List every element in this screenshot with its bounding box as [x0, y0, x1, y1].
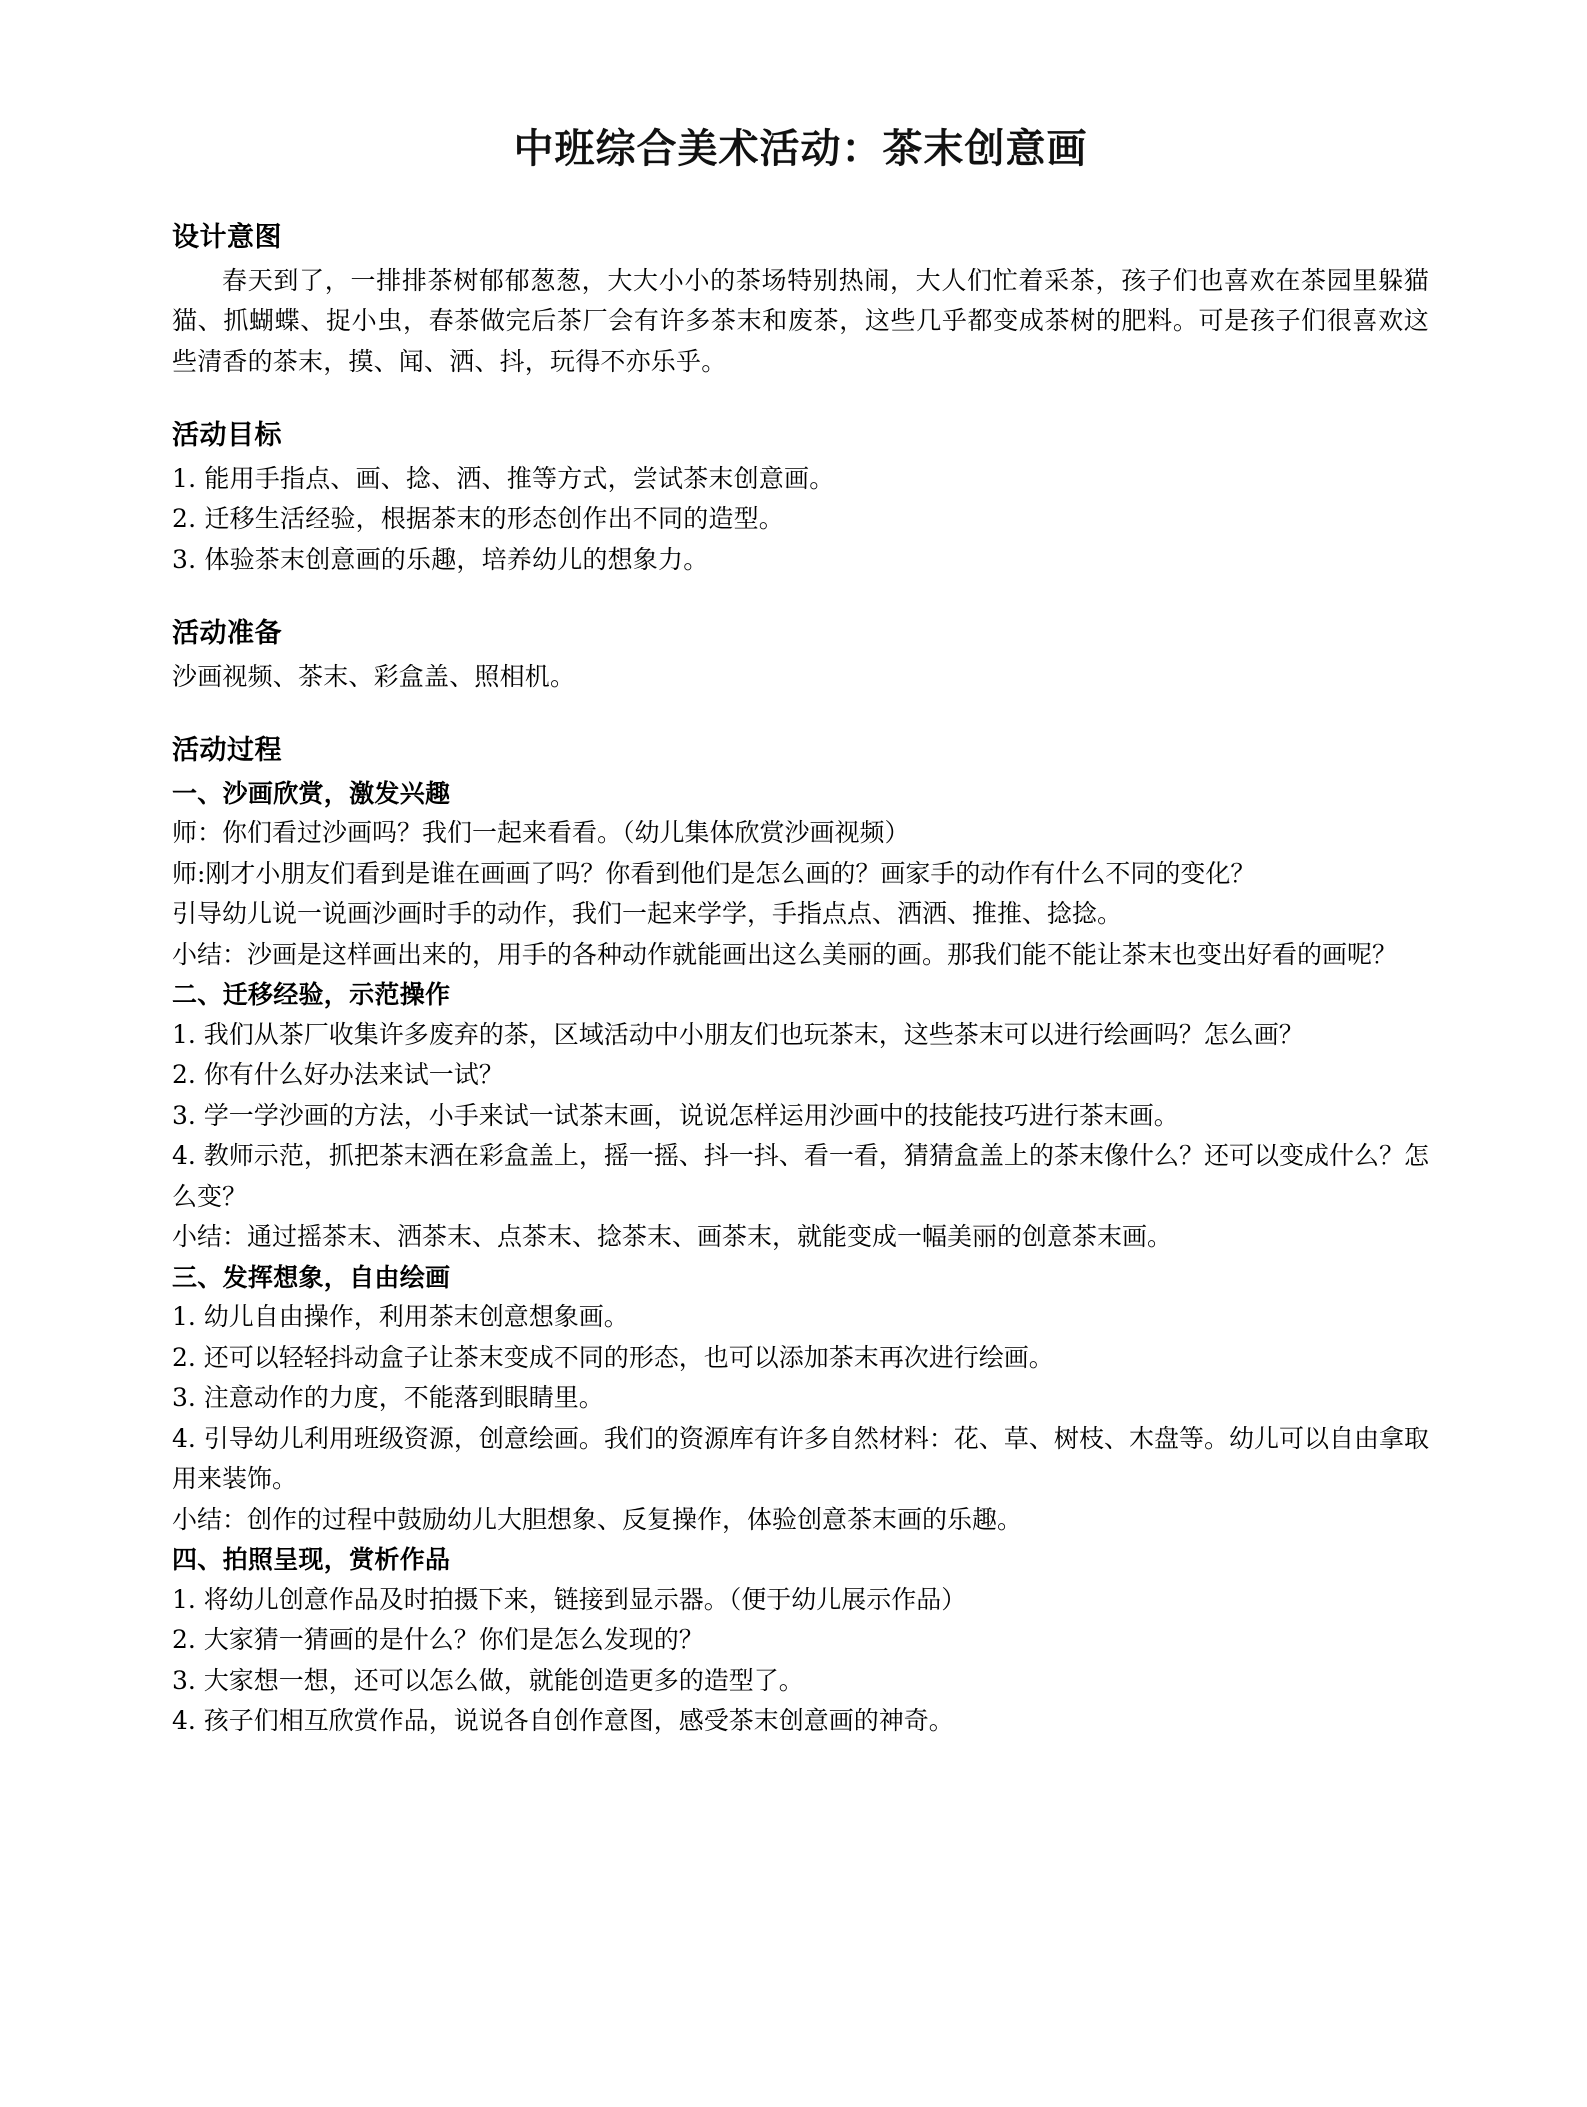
list-item: 1. 能用手指点、画、捻、洒、推等方式，尝试茶末创意画。	[172, 463, 835, 493]
process-step-one	[172, 774, 1429, 976]
process-line: 2. 你有什么好办法来试一试？	[172, 1060, 504, 1089]
process-step-title: 四、拍照呈现，赏析作品	[172, 1545, 451, 1574]
process-line: 3. 大家想一想，还可以怎么做，就能创造更多的造型了。	[172, 1665, 804, 1695]
section-heading-activity-process: 活动过程	[172, 735, 282, 766]
process-step-body	[172, 1580, 1429, 1742]
process-step-title: 一、沙画欣赏，激发兴趣	[172, 778, 451, 808]
process-line: 2. 还可以轻轻抖动盒子让茶末变成不同的形态，也可以添加茶末再次进行绘画。	[172, 1342, 1054, 1372]
process-step-three	[172, 1258, 1429, 1541]
paragraph: 春天到了，一排排茶树郁郁葱葱，大大小小的茶场特别热闹，大人们忙着采茶，孩子们也喜欢在茶园里躲猫猫、抓蝴蝶、捉小虫，春茶做完后茶厂会有许多茶末和废茶，这些几乎都变成茶树的肥料。可是孩子们很喜欢这些清香的茶末，摸、闻、洒、抖，玩得不亦乐乎。	[172, 265, 1429, 376]
process-line: 4. 教师示范，抓把茶末洒在彩盒盖上，摇一摇、抖一抖、看一看，猜猜盒盖上的茶末像什么？还可以变成什么？怎么变？	[172, 1141, 1429, 1211]
section-activity-process	[172, 731, 1429, 1742]
process-line: 师：你们看过沙画吗？我们一起来看看。（幼儿集体欣赏沙画视频）	[172, 818, 910, 847]
list-item: 3. 体验茶末创意画的乐趣，培养幼儿的想象力。	[172, 544, 709, 574]
section-heading-activity-goals: 活动目标	[172, 420, 282, 451]
process-step-four	[172, 1540, 1429, 1742]
process-step-two	[172, 975, 1429, 1258]
process-line: 小结：沙画是这样画出来的，用手的各种动作就能画出这么美丽的画。那我们能不能让茶末也变出好看的画呢？	[172, 939, 1398, 969]
process-line: 引导幼儿说一说画沙画时手的动作，我们一起来学学，手指点点、洒洒、推推、捻捻。	[172, 899, 1123, 928]
process-step-title: 二、迁移经验，示范操作	[172, 980, 451, 1009]
process-line: 1. 幼儿自由操作，利用茶末创意想象画。	[172, 1302, 629, 1331]
page-title: 中班综合美术活动：茶末创意画	[513, 126, 1088, 172]
section-design-intent	[172, 218, 1429, 382]
section-body-design-intent	[172, 261, 1429, 383]
process-line: 4. 引导幼儿利用班级资源，创意绘画。我们的资源库有许多自然材料：花、草、树枝、木盘等。幼儿可以自由拿取用来装饰。	[172, 1423, 1429, 1493]
paragraph: 沙画视频、茶末、彩盒盖、照相机。	[172, 661, 576, 691]
list-item: 2. 迁移生活经验，根据茶末的形态创作出不同的造型。	[172, 504, 785, 533]
section-body-activity-preparation	[172, 657, 1429, 698]
process-line: 小结：创作的过程中鼓励幼儿大胆想象、反复操作，体验创意茶末画的乐趣。	[172, 1504, 1023, 1534]
section-activity-goals	[172, 416, 1429, 580]
process-line: 4. 孩子们相互欣赏作品，说说各自创作意图，感受茶末创意画的神奇。	[172, 1706, 954, 1735]
section-activity-preparation	[172, 614, 1429, 697]
process-line: 3. 注意动作的力度，不能落到眼睛里。	[172, 1383, 604, 1412]
process-step-body	[172, 1015, 1429, 1258]
process-line: 1. 我们从茶厂收集许多废弃的茶，区域活动中小朋友们也玩茶末，这些茶末可以进行绘画吗？怎么画？	[172, 1019, 1304, 1049]
process-line: 2. 大家猜一猜画的是什么？你们是怎么发现的？	[172, 1625, 704, 1654]
process-step-body	[172, 1297, 1429, 1540]
process-step-title: 三、发挥想象，自由绘画	[172, 1262, 451, 1292]
process-line: 师:刚才小朋友们看到是谁在画画了吗？你看到他们是怎么画的？画家手的动作有什么不同的变化？	[172, 858, 1256, 888]
process-step-body	[172, 813, 1429, 975]
process-line: 小结：通过摇茶末、洒茶末、点茶末、捻茶末、画茶末，就能变成一幅美丽的创意茶末画。	[172, 1222, 1173, 1251]
process-line: 3. 学一学沙画的方法，小手来试一试茶末画，说说怎样运用沙画中的技能技巧进行茶末画。	[172, 1100, 1179, 1130]
section-heading-activity-preparation: 活动准备	[172, 618, 282, 649]
section-heading-design-intent: 设计意图	[172, 222, 282, 253]
section-body-activity-goals	[172, 459, 1429, 581]
process-line: 1. 将幼儿创意作品及时拍摄下来，链接到显示器。（便于幼儿展示作品）	[172, 1584, 967, 1614]
